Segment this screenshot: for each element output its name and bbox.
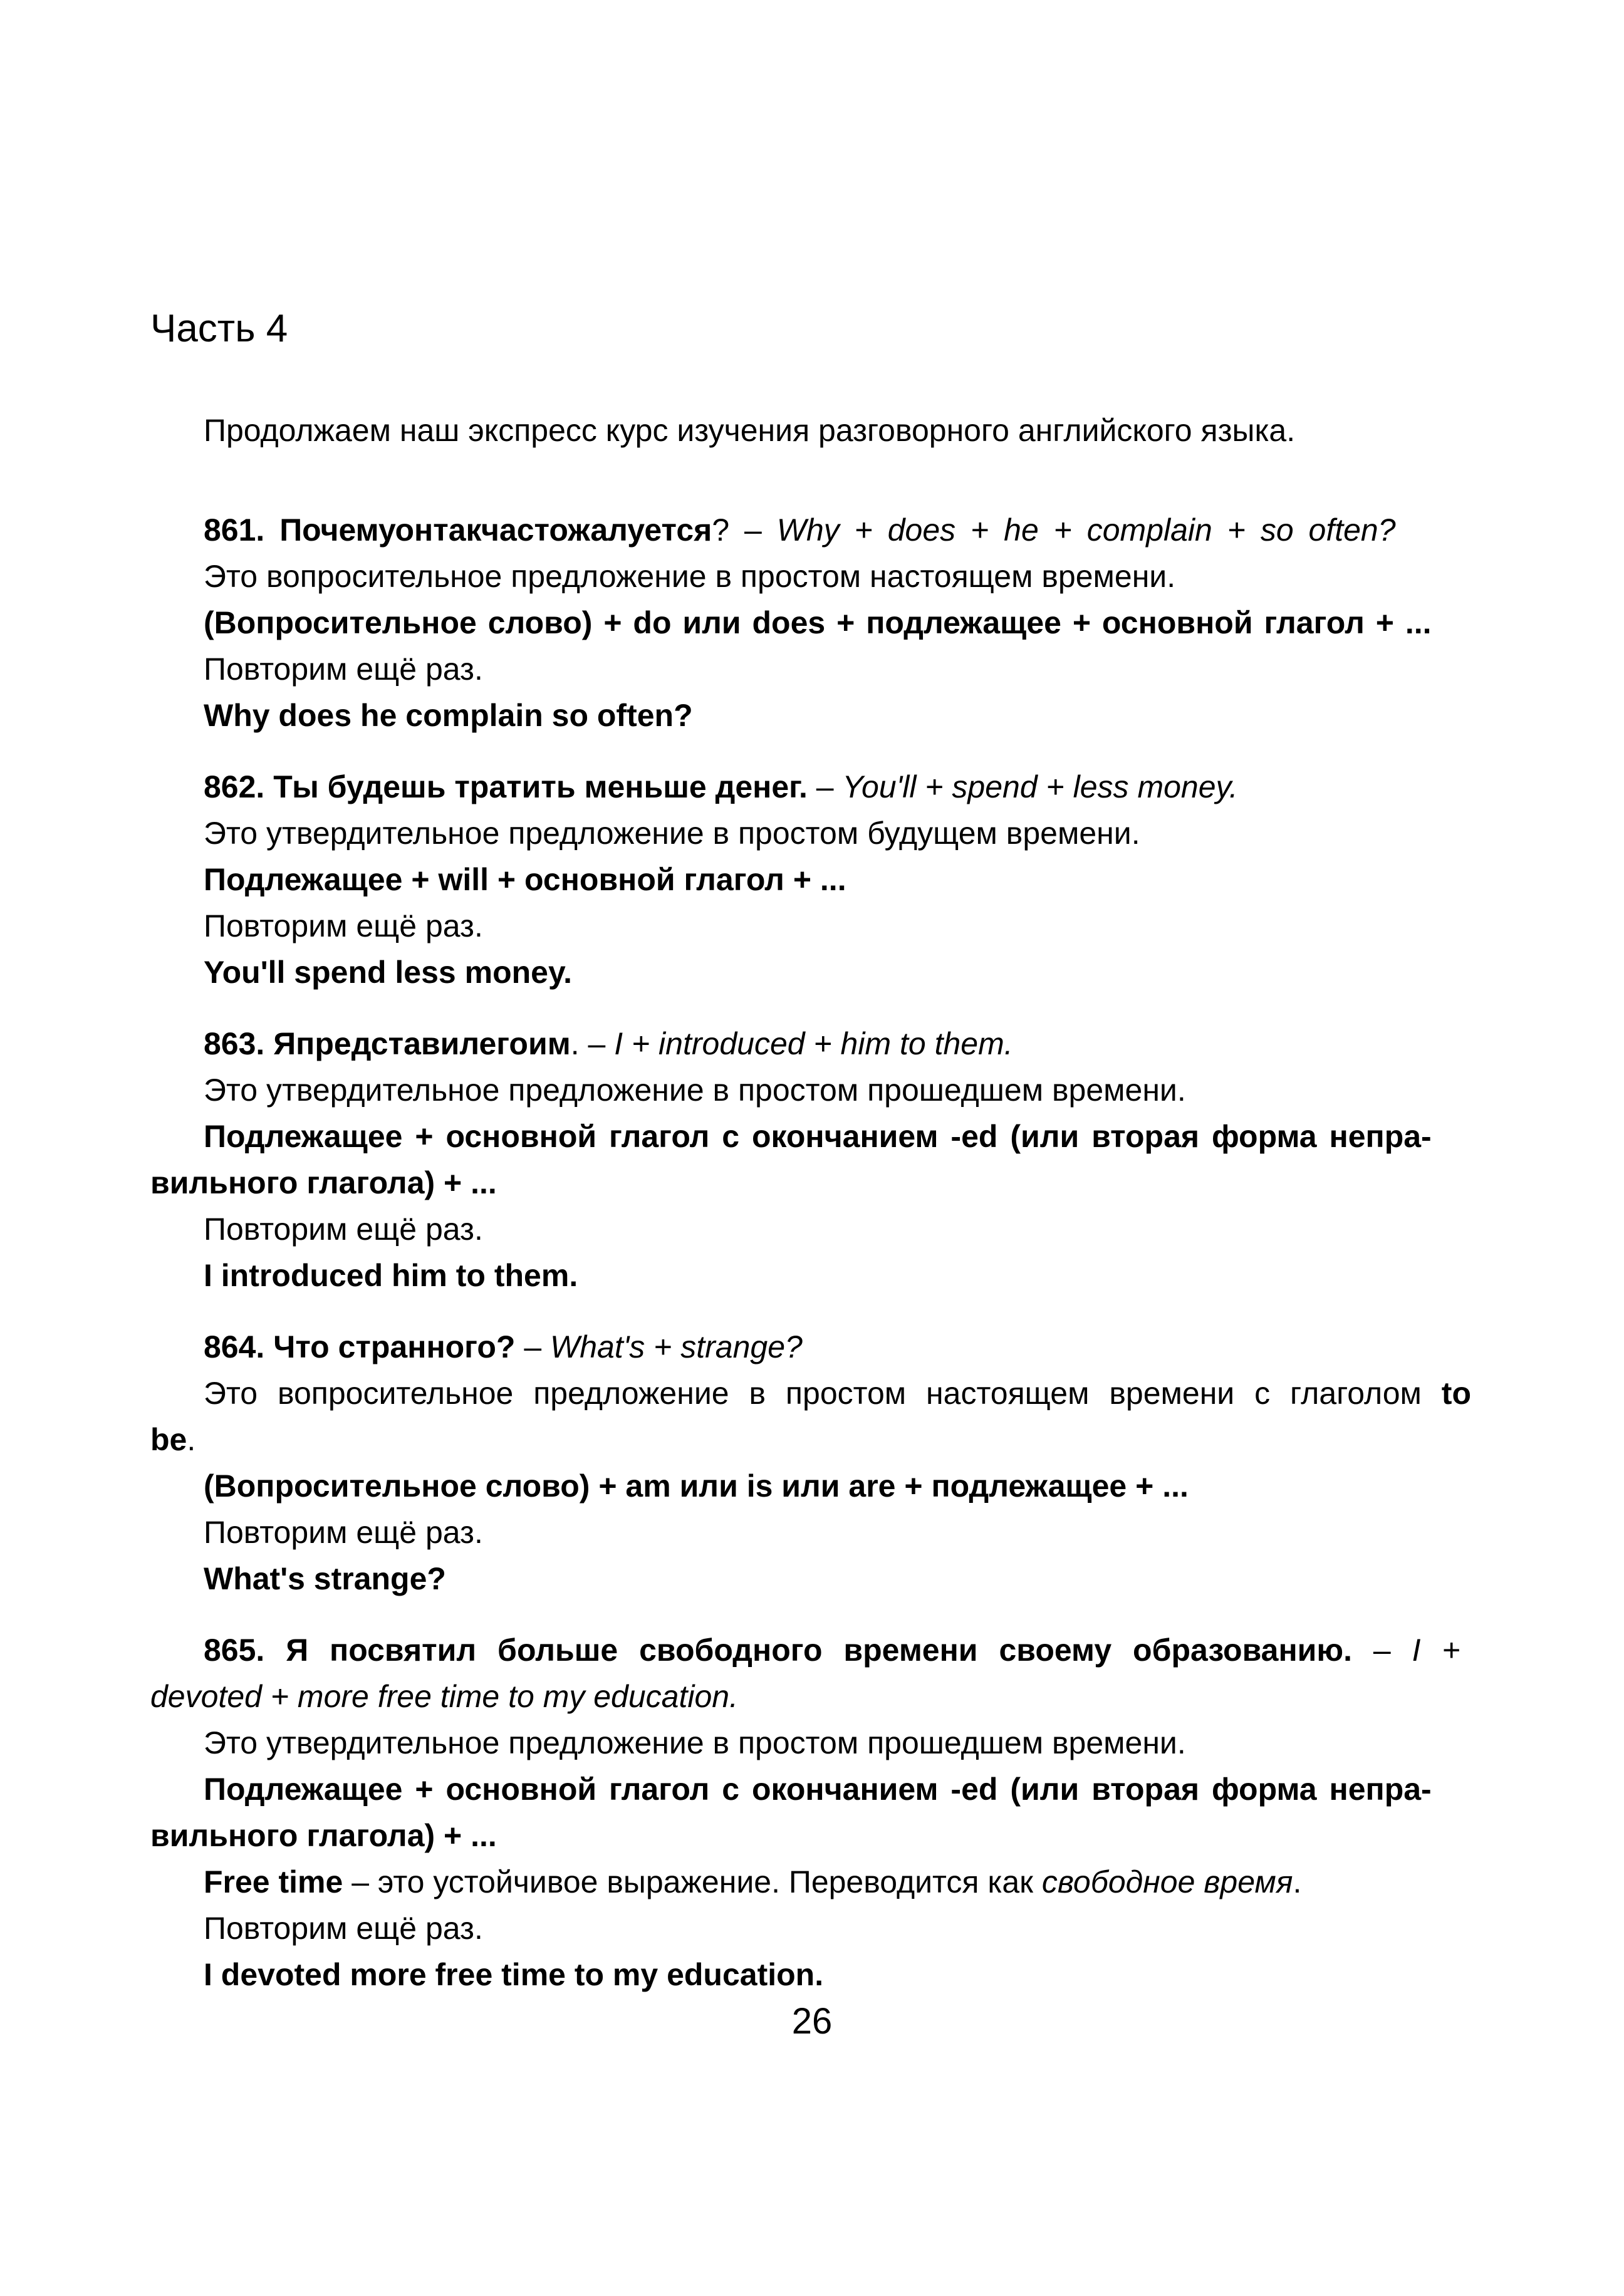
text-segment: Повторим ещё раз. [204,1515,483,1550]
text-segment: Это вопросительное предложение в простом настоящем времени. [204,559,1176,594]
text-segment: . [187,1422,196,1457]
text-segment: You'll spend less money. [204,955,572,990]
text-line [150,407,1479,454]
text-block-item-863 [150,1021,1479,1299]
text-segment: 863. Япредставилегоим [204,1026,571,1061]
text-line [150,1509,1479,1556]
page-text-content [150,407,1479,2023]
text-segment: I + introduced + him to them. [614,1026,1013,1061]
text-segment: – [515,1329,551,1364]
text-segment: Это утвердительное предложение в простом прошедшем времени. [204,1073,1186,1108]
text-segment: вильного глагола) + ... [150,1818,497,1853]
text-segment: Это утвердительное предложение в простом прошедшем времени. [204,1725,1186,1760]
text-segment: (Вопросительное слово) + am или is или are + подлежащее + ... [204,1468,1189,1504]
text-segment: . [1293,1864,1302,1899]
text-segment: What's + strange? [550,1329,803,1364]
text-segment: 862. Ты будешь тратить меньше денег. [204,769,808,804]
text-segment: I devoted more free time to my education. [204,1957,824,1992]
text-line [150,1463,1479,1509]
text-segment: Why + does + he + complain + so often? [776,512,1396,548]
text-block-item-861 [150,507,1479,739]
text-segment: (Вопросительное слово) + do или does + подлежащее + основной глагол + ... [204,605,1432,640]
text-line [150,949,1479,995]
text-line [150,507,1479,553]
text-line [150,903,1479,949]
text-line [150,1067,1479,1113]
text-segment: 864. Что странного? [204,1329,516,1364]
text-line [150,692,1479,739]
text-line [150,553,1479,600]
text-block-intro [150,407,1479,454]
text-line [150,764,1479,810]
text-line [150,1324,1479,1370]
text-segment: What's strange? [204,1561,446,1596]
text-segment: вильного глагола) + ... [150,1165,497,1200]
text-segment: Повторим ещё раз. [204,652,483,687]
text-line [150,1627,1479,1673]
text-block-item-862 [150,764,1479,995]
text-segment: ? – [712,512,777,548]
text-segment: – это устойчивое выражение. Переводится как [343,1864,1042,1899]
page-number: 26 [791,2001,833,2042]
text-segment: Подлежащее + основной глагол с окончанием -ed (или вторая форма непра- [204,1772,1432,1807]
text-segment: свободное время [1041,1864,1293,1899]
text-line [150,1160,1479,1206]
text-segment: Free time [204,1864,343,1899]
text-line [150,1905,1479,1951]
text-segment: Это вопросительное предложение в простом настоящем времени с глаголом [204,1376,1442,1411]
text-line [150,1556,1479,1602]
text-segment: – [807,769,843,804]
text-line [150,1673,1479,1720]
text-segment: Подлежащее + will + основной глагол + ... [204,862,846,897]
text-segment: Это утвердительное предложение в простом будущем времени. [204,816,1140,851]
text-block-item-865 [150,1627,1479,1998]
text-line [150,1113,1479,1160]
text-segment: Продолжаем наш экспресс курс изучения разговорного английского языка. [204,413,1296,448]
text-line [150,1951,1479,1998]
text-line [150,1021,1479,1067]
text-line [150,1720,1479,1766]
text-segment: . – [570,1026,615,1061]
text-segment: Повторим ещё раз. [204,1911,483,1946]
text-block-item-864 [150,1324,1479,1602]
text-segment: 865. Я посвятил больше свободного времени своему образованию. [204,1633,1352,1668]
text-line [150,646,1479,692]
text-line [150,1766,1479,1812]
text-segment: devoted + more free time to my education. [150,1679,738,1714]
text-line [150,1416,1479,1463]
text-segment: Why does he complain so often? [204,698,693,733]
text-line [150,1859,1479,1905]
text-segment: I introduced him to them. [204,1258,578,1293]
page-heading: Часть 4 [150,307,288,350]
text-line [150,1370,1479,1416]
text-line [150,856,1479,903]
text-segment: Повторим ещё раз. [204,1212,483,1247]
text-segment: You'll + spend + less money. [842,769,1238,804]
text-segment: to [1441,1376,1471,1411]
text-line [150,1252,1479,1299]
text-segment: Подлежащее + основной глагол с окончанием -ed (или вторая форма непра- [204,1119,1432,1154]
text-line [150,1812,1479,1859]
text-segment: I + [1412,1633,1460,1668]
text-line [150,810,1479,856]
text-segment: Повторим ещё раз. [204,908,483,943]
text-line [150,600,1479,646]
text-segment: be [150,1422,187,1457]
text-line [150,1206,1479,1252]
text-segment: 861. Почемуонтакчастожалуется [204,512,712,548]
text-segment: – [1352,1633,1412,1668]
